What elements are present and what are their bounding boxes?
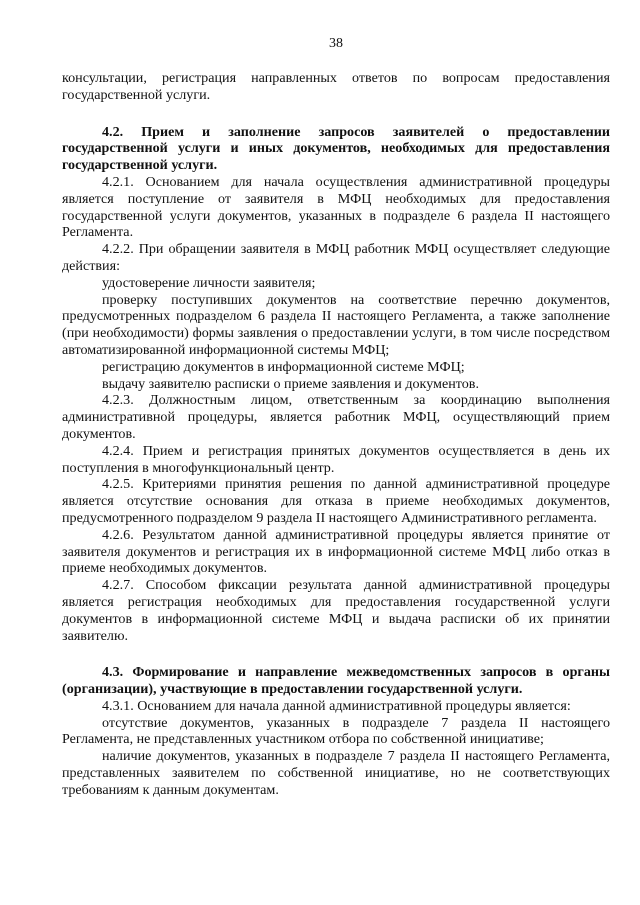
paragraph-4-2-7: 4.2.7. Способом фиксации результата данной административной процедуры является регистрация необходимых для предоставления государственной услуги документов в информационной системе МФЦ и выдача расписки об их принятии заявителю. [62,577,610,644]
paragraph-4-2-2: 4.2.2. При обращении заявителя в МФЦ работник МФЦ осуществляет следующие действия: [62,241,610,274]
list-item-identity: удостоверение личности заявителя; [102,274,316,291]
list-item-presence: наличие документов, указанных в подразделе 7 раздела II настоящего Регламента, представленных заявителем по собственной инициативе, но не соответствующих требованиям к данным документам. [62,748,610,798]
paragraph-4-2-3: 4.2.3. Должностным лицом, ответственным за координацию выполнения административной процедуры, является работник МФЦ, осуществляющий прием документов. [62,392,610,442]
list-item-absence: отсутствие документов, указанных в подразделе 7 раздела II настоящего Регламента, не представленных участником отбора по собственной инициативе; [62,714,610,748]
paragraph-4-2-4: 4.2.4. Прием и регистрация принятых документов осуществляется в день их поступления в многофункциональный центр. [62,442,610,476]
document-body [62,70,610,799]
paragraph-4-2-6: 4.2.6. Результатом данной административной процедуры является принятие от заявителя документов и регистрация их в информационной системе МФЦ либо отказ в приеме необходимых документов. [62,526,610,577]
section-heading-4-2: 4.2. Прием и заполнение запросов заявителей о предоставлении государственной услуги и иных документов, необходимых для предоставления государственной услуги. [62,123,610,174]
section-heading-4-3: 4.3. Формирование и направление межведомственных запросов в органы (организации), участвующие в предоставлении государственной услуги. [62,664,610,698]
page-number: 38 [329,36,343,51]
paragraph-4-2-5: 4.2.5. Критериями принятия решения по данной административной процедуре является отсутствие основания для отказа в приеме необходимых документов, предусмотренного подразделом 9 раздела II настоящего Административного регламента. [62,476,610,526]
paragraph-4-3-1: 4.3.1. Основанием для начала данной административной процедуры является: [102,697,571,714]
list-item-check-documents: проверку поступивших документов на соответствие перечню документов, предусмотренных подразделом 6 раздела II настоящего Регламента, а также заполнение (при необходимости) формы заявления о предоставлении услуги, в том числе посредством автоматизированной информационной системы МФЦ; [62,291,610,358]
list-item-registration: регистрацию документов в информационной системе МФЦ; [102,358,465,375]
section-gap [62,104,610,124]
list-item-receipt: выдачу заявителю расписки о приеме заявления и документов. [102,375,479,392]
section-gap [62,644,610,664]
paragraph-4-2-1: 4.2.1. Основанием для начала осуществления административной процедуры является поступление от заявителя в МФЦ необходимых для предоставления государственной услуги документов, указанных в подразделе 6 раздела II настоящего Регламента. [62,173,610,241]
paragraph-intro: консультации, регистрация направленных ответов по вопросам предоставления государственной услуги. [62,70,610,103]
